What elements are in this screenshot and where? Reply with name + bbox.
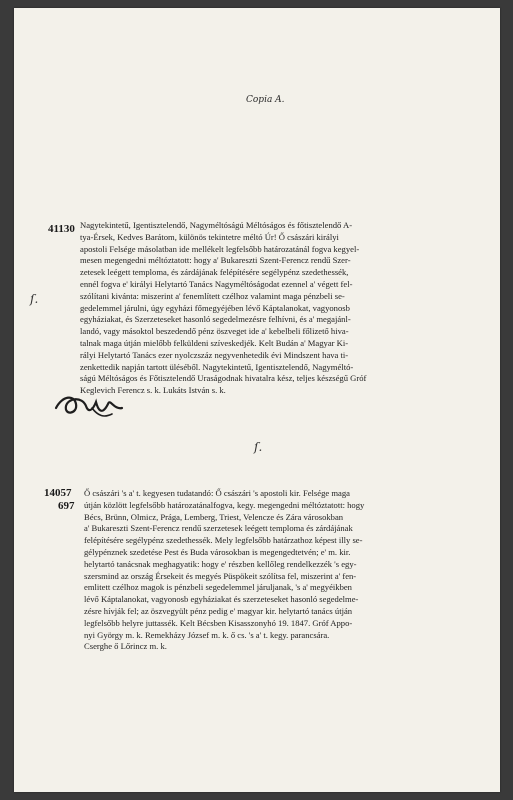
paragraph-1-line: zetesek leégett templomа, és zárdájának felépítésére segélypénz szedethessék, (80, 267, 349, 278)
paragraph-2-line: gélypénznek szedetése Pest és Buda városokban is megengedtetvén; e' m. kir. (84, 546, 351, 557)
paragraph-1-line: apostoli Felsége másolatban ide mellékelt legfelsőbb határozatánál fogva kegyel- (80, 243, 360, 254)
paragraph-2-line: helytartó tanácsnak meghagyatik: hogy e' részben kellőleg rendelkezzék 's egy- (84, 558, 357, 569)
document-sheet (14, 8, 500, 792)
paragraph-1-line: ságú Méltóságos és Főtisztelendő Uraságodnak hivatalra kész, teljes készségű Gróf (80, 373, 367, 384)
paragraph-1-line: egyháziakat, és Szerzeteseket hasonló segedelmezésre felhívni, és a' megajánl- (80, 314, 351, 325)
reference-number-1: 41130 (48, 223, 75, 235)
paragraph-1 (80, 220, 468, 397)
document-heading: Copia A. (246, 95, 285, 105)
paragraph-1-line: zenkettedik napján tartott üléséből. Nagytekintetű, Igentisztelendő, Nagyméltó- (80, 361, 354, 372)
margin-mark-f-2: ſ. (254, 440, 263, 454)
paragraph-2-line: szersmind az ország Érsekeit és megyés Püspökeit szólítsa fel, miszerint a' fen- (84, 570, 357, 581)
paragraph-1-line: mesen megengedni méltóztatott: hogy a' Bukareszti Szent-Ferencz rendű Szer- (80, 255, 351, 266)
paragraph-2-line: lévő Káptalanokat, vagyonosb egyháziakat és szerzeteseket hasonló segedelme- (84, 594, 359, 605)
paragraph-1-line: gedelemmel járulni, úgy egyházi főmegyéjében lévő Káptalanokat, vagyonosb (80, 302, 350, 313)
paragraph-1-line: Nagytekintetű, Igentisztelendő, Nagyméltóságú Méltóságos és főtisztelendő A- (80, 220, 353, 230)
paragraph-1-line: ennél fogva e' királyi Helytartó Tanács Nagyméltóságodat ezennel a' végett fel- (80, 278, 353, 289)
paragraph-2-line: útján közlött legfelsőbb határozatánalfogva, kegy. megengedni méltóztatott: hogy (84, 499, 365, 510)
handwritten-signature (52, 386, 132, 422)
paragraph-2-line: Bécs, Brünn, Olmicz, Prága, Lemberg, Triest, Velencze és Zára városokban (84, 511, 344, 522)
paragraph-1-line: talnak maga útján mielőbb felküldeni szíveskedjék. Kelt Budán a' Magyar Ki- (80, 337, 349, 348)
paragraph-2-line: Cserghe ő Lőrincz m. k. (84, 641, 167, 652)
margin-mark-f-1: ſ. (30, 292, 39, 306)
paragraph-1-line: rályi Helytartó Tanács ezer nyolczszáz negyvenhetedik évi Mindszent hava ti- (80, 349, 349, 360)
paragraph-1-line: szólítani kivánta: miszerint a' fenemlített czélhoz valamint maga pénzbeli se- (80, 290, 345, 301)
reference-number-2-top: 14057 (44, 487, 72, 499)
paragraph-2-line: Ő császári 's a' t. kegyesen tudatandó: Ő császári 's apostoli kir. Felsége maga (84, 488, 350, 498)
paragraph-2-line: nyi György m. k. Remekházy József m. k. ő cs. 's a' t. kegy. parancsára. (84, 629, 330, 640)
paragraph-2-line: emlitett czélhoz magok is pénzbeli segedelemmel járuljanak, 's a' megyéikben (84, 582, 352, 593)
paragraph-1-line: landó, vagy másoktol beszedendő pénz öszveget ide a' kebelbeli főlizető hiva- (80, 326, 349, 337)
paragraph-2-line: zésre hívják fel; az öszvegyült pénz pedig e' magyar kir. helytartó tanács útján (84, 605, 353, 616)
paragraph-1-line: tya-Érsek, Kedves Barátom, különös tekintetre méltó Úr! Ő császári királyi (80, 231, 339, 242)
paragraph-2-line: legfelsőbb helyre juttassék. Kelt Bécsben Kisasszonyhó 19. 1847. Gróf Appo- (84, 617, 353, 628)
paragraph-1-line: Keglevich Ferencz s. k. Lukáts István s. k. (80, 385, 226, 396)
paragraph-2-line: a' Bukareszti Szent-Ferencz rendű szerzetesek leégett temploma és zárdájának (84, 523, 353, 534)
reference-number-2-bottom: 697 (58, 500, 75, 512)
paragraph-2 (84, 488, 468, 653)
paragraph-2-line: felépítésére segélypénz szedethessék. Mely legfelsőbb határzathoz képest illy se- (84, 535, 363, 546)
